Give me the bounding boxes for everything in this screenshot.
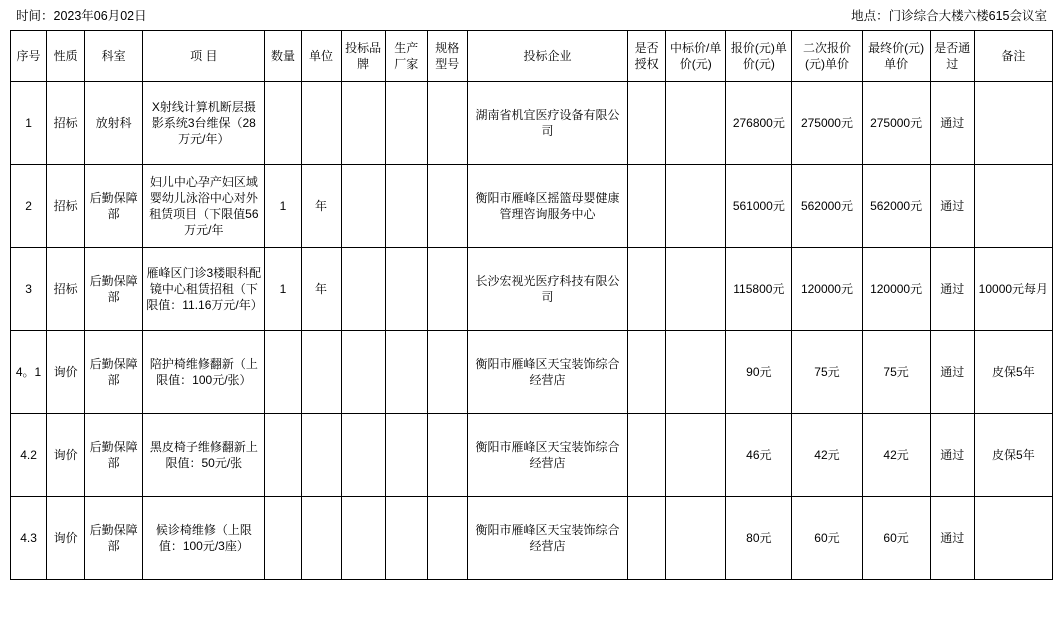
table-row [11, 82, 1053, 165]
cell-dept: 后勤保障部 [85, 414, 143, 497]
header-final-price: 最终价(元)单价 [862, 31, 930, 82]
cell-second-offer: 42元 [792, 414, 862, 497]
cell-remark [974, 165, 1052, 248]
cell-seq: 4。1 [11, 331, 47, 414]
table-row [11, 414, 1053, 497]
bid-results-table [10, 30, 1053, 580]
cell-winning-price [666, 497, 726, 580]
cell-quantity [265, 414, 301, 497]
cell-seq: 2 [11, 165, 47, 248]
cell-offer-price: 115800元 [726, 248, 792, 331]
cell-type: 招标 [47, 165, 85, 248]
cell-winning-price [666, 414, 726, 497]
cell-specification [427, 497, 467, 580]
meta-row [10, 0, 1053, 30]
cell-authorization [628, 497, 666, 580]
cell-specification [427, 165, 467, 248]
cell-type: 招标 [47, 82, 85, 165]
header-second-offer: 二次报价(元)单价 [792, 31, 862, 82]
cell-quantity [265, 82, 301, 165]
table-row [11, 497, 1053, 580]
cell-brand [341, 248, 385, 331]
cell-unit: 年 [301, 165, 341, 248]
cell-offer-price: 90元 [726, 331, 792, 414]
cell-enterprise: 湖南省机宜医疗设备有限公司 [467, 82, 627, 165]
cell-final-price: 75元 [862, 331, 930, 414]
cell-brand [341, 82, 385, 165]
cell-second-offer: 75元 [792, 331, 862, 414]
cell-item: 候诊椅维修（上限值：100元/3座） [143, 497, 265, 580]
cell-authorization [628, 165, 666, 248]
cell-type: 询价 [47, 414, 85, 497]
cell-passed: 通过 [930, 414, 974, 497]
header-type: 性质 [47, 31, 85, 82]
cell-passed: 通过 [930, 331, 974, 414]
cell-remark [974, 497, 1052, 580]
cell-final-price: 42元 [862, 414, 930, 497]
cell-enterprise: 衡阳市雁峰区天宝装饰综合经营店 [467, 414, 627, 497]
cell-offer-price: 80元 [726, 497, 792, 580]
table-row [11, 331, 1053, 414]
cell-enterprise: 衡阳市雁峰区天宝装饰综合经营店 [467, 497, 627, 580]
cell-winning-price [666, 82, 726, 165]
cell-manufacturer [385, 331, 427, 414]
cell-seq: 4.3 [11, 497, 47, 580]
cell-final-price: 120000元 [862, 248, 930, 331]
cell-seq: 1 [11, 82, 47, 165]
cell-quantity: 1 [265, 165, 301, 248]
cell-passed: 通过 [930, 82, 974, 165]
cell-dept: 后勤保障部 [85, 331, 143, 414]
cell-type: 招标 [47, 248, 85, 331]
cell-unit: 年 [301, 248, 341, 331]
cell-second-offer: 275000元 [792, 82, 862, 165]
cell-dept: 后勤保障部 [85, 248, 143, 331]
date-label: 时间：2023年06月02日 [16, 9, 147, 23]
cell-offer-price: 561000元 [726, 165, 792, 248]
header-manufacturer: 生产厂家 [385, 31, 427, 82]
cell-specification [427, 414, 467, 497]
header-enterprise: 投标企业 [467, 31, 627, 82]
table-row [11, 248, 1053, 331]
cell-remark: 皮保5年 [974, 414, 1052, 497]
cell-final-price: 562000元 [862, 165, 930, 248]
cell-specification [427, 82, 467, 165]
cell-remark: 10000元每月 [974, 248, 1052, 331]
cell-authorization [628, 248, 666, 331]
cell-quantity: 1 [265, 248, 301, 331]
cell-enterprise: 衡阳市雁峰区摇篮母婴健康管理咨询服务中心 [467, 165, 627, 248]
header-dept: 科室 [85, 31, 143, 82]
cell-remark [974, 82, 1052, 165]
cell-offer-price: 276800元 [726, 82, 792, 165]
cell-item: X射线计算机断层摄影系统3台维保（28万元/年） [143, 82, 265, 165]
cell-seq: 4.2 [11, 414, 47, 497]
cell-winning-price [666, 331, 726, 414]
header-authorization: 是否授权 [628, 31, 666, 82]
table-header-row [11, 31, 1053, 82]
cell-item: 雁峰区门诊3楼眼科配镜中心租赁招租（下限值：11.16万元/年） [143, 248, 265, 331]
cell-offer-price: 46元 [726, 414, 792, 497]
cell-brand [341, 414, 385, 497]
header-seq: 序号 [11, 31, 47, 82]
cell-seq: 3 [11, 248, 47, 331]
cell-unit [301, 414, 341, 497]
header-item: 项 目 [143, 31, 265, 82]
cell-type: 询价 [47, 331, 85, 414]
cell-manufacturer [385, 497, 427, 580]
cell-unit [301, 82, 341, 165]
cell-quantity [265, 497, 301, 580]
cell-winning-price [666, 248, 726, 331]
table-body [11, 82, 1053, 580]
cell-enterprise: 衡阳市雁峰区天宝装饰综合经营店 [467, 331, 627, 414]
cell-manufacturer [385, 414, 427, 497]
cell-item: 妇儿中心孕产妇区域婴幼儿泳浴中心对外租赁项目（下限值56万元/年 [143, 165, 265, 248]
cell-unit [301, 497, 341, 580]
cell-item: 黑皮椅子维修翻新上限值：50元/张 [143, 414, 265, 497]
cell-unit [301, 331, 341, 414]
cell-specification [427, 331, 467, 414]
cell-final-price: 275000元 [862, 82, 930, 165]
cell-enterprise: 长沙宏视光医疗科技有限公司 [467, 248, 627, 331]
cell-second-offer: 60元 [792, 497, 862, 580]
header-unit: 单位 [301, 31, 341, 82]
table-row [11, 165, 1053, 248]
cell-dept: 后勤保障部 [85, 165, 143, 248]
cell-authorization [628, 331, 666, 414]
cell-second-offer: 562000元 [792, 165, 862, 248]
header-brand: 投标品牌 [341, 31, 385, 82]
header-remark: 备注 [974, 31, 1052, 82]
cell-manufacturer [385, 248, 427, 331]
cell-manufacturer [385, 165, 427, 248]
header-offer-price: 报价(元)单价(元) [726, 31, 792, 82]
cell-passed: 通过 [930, 165, 974, 248]
cell-authorization [628, 414, 666, 497]
cell-item: 陪护椅维修翻新（上限值：100元/张） [143, 331, 265, 414]
cell-brand [341, 331, 385, 414]
header-quantity: 数量 [265, 31, 301, 82]
location-label: 地点：门诊综合大楼六楼615会议室 [851, 9, 1047, 23]
cell-second-offer: 120000元 [792, 248, 862, 331]
cell-quantity [265, 331, 301, 414]
cell-brand [341, 165, 385, 248]
cell-dept: 后勤保障部 [85, 497, 143, 580]
header-specification: 规格型号 [427, 31, 467, 82]
header-winning-price: 中标价/单价(元) [666, 31, 726, 82]
cell-authorization [628, 82, 666, 165]
cell-final-price: 60元 [862, 497, 930, 580]
header-passed: 是否通过 [930, 31, 974, 82]
cell-passed: 通过 [930, 248, 974, 331]
cell-dept: 放射科 [85, 82, 143, 165]
cell-winning-price [666, 165, 726, 248]
cell-passed: 通过 [930, 497, 974, 580]
cell-brand [341, 497, 385, 580]
table-header [11, 31, 1053, 82]
cell-type: 询价 [47, 497, 85, 580]
cell-manufacturer [385, 82, 427, 165]
cell-specification [427, 248, 467, 331]
cell-remark: 皮保5年 [974, 331, 1052, 414]
